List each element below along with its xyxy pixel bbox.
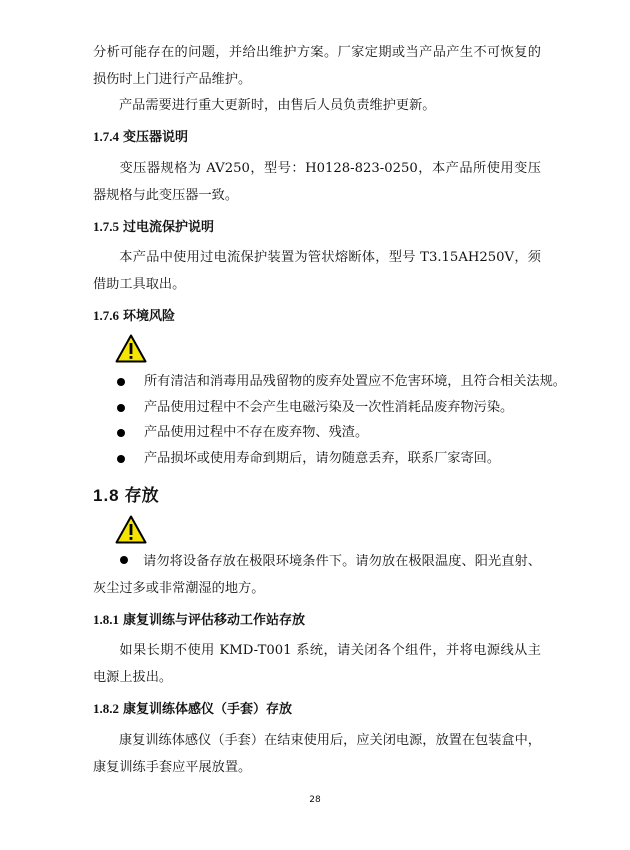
glove-storage-paragraph: [93, 728, 541, 781]
transformer-text: 变压器规格为 AV250，型号：H0128-823-0250，本产品所使用变压器规格与此变压器一致。: [93, 161, 541, 203]
list-item-text: 产品损坏或使用寿命到期后，请勿随意丢弃，联系厂家寄回。: [144, 451, 501, 466]
heading-1-8-2: [93, 698, 292, 717]
glove-storage-text: 康复训练体感仪（手套）在结束使用后，应关闭电源，放置在包装盒中，康复训练手套应平展放置。: [93, 733, 541, 775]
section-number: 1.8.1: [93, 612, 119, 627]
heading-1-8: [93, 481, 159, 506]
bullet-dot: [120, 556, 128, 564]
bullet-dot: [117, 429, 125, 437]
intro-text: 分析可能存在的问题，并给出维护方案。厂家定期或当产品产生不可恢复的损伤时上门进行产品维护。: [93, 45, 541, 87]
update-paragraph: [93, 93, 541, 120]
heading-1-7-5: [93, 216, 214, 235]
overcurrent-paragraph: [93, 245, 541, 298]
page-number: 28: [309, 795, 321, 805]
list-item-text: 产品使用过程中不存在废弃物、残渣。: [144, 425, 369, 440]
section-number: 1.8: [93, 486, 120, 505]
warning-triangle-icon: [115, 334, 147, 363]
list-item-text: 产品使用过程中不会产生电磁污染及一次性消耗品废弃物污染。: [144, 400, 514, 415]
section-title: 过电流保护说明: [123, 220, 215, 235]
section-title: 环境风险: [123, 309, 176, 324]
warning-triangle-icon: [115, 515, 147, 544]
section-title: 康复训练与评估移动工作站存放: [123, 613, 306, 628]
list-item-text: 所有清洁和消毒用品残留物的废弃处置应不危害环境，且符合相关法规。: [144, 374, 566, 389]
section-number: 1.7.6: [93, 308, 119, 323]
section-title: 康复训练体感仪（手套）存放: [123, 702, 293, 717]
transformer-paragraph: [93, 156, 541, 209]
heading-1-7-4: [93, 126, 188, 145]
workstation-storage-text: 如果长期不使用 KMD-T001 系统，请关闭各个组件，并将电源线从主电源上拔出。: [93, 643, 541, 685]
section-number: 1.8.2: [93, 701, 119, 716]
heading-1-8-1: [93, 609, 305, 628]
bullet-dot: [117, 455, 125, 463]
section-title: 变压器说明: [123, 130, 189, 145]
workstation-storage-paragraph: [93, 638, 541, 691]
storage-warning-text: 请勿将设备存放在极限环境条件下。请勿放在极限温度、阳光直射、灰尘过多或非常潮湿的地方。: [93, 554, 541, 596]
bullet-dot: [117, 378, 125, 386]
heading-1-7-6: [93, 305, 175, 324]
overcurrent-text: 本产品中使用过电流保护装置为管状熔断体，型号 T3.15AH250V，须借助工具取出。: [93, 250, 541, 292]
bullet-dot: [117, 404, 125, 412]
section-number: 1.7.5: [93, 219, 119, 234]
section-title: 存放: [124, 486, 159, 506]
intro-paragraph: [93, 40, 541, 93]
storage-warning-item: [93, 549, 541, 602]
update-text: 产品需要进行重大更新时，由售后人员负责维护更新。: [119, 98, 436, 113]
section-number: 1.7.4: [93, 129, 119, 144]
